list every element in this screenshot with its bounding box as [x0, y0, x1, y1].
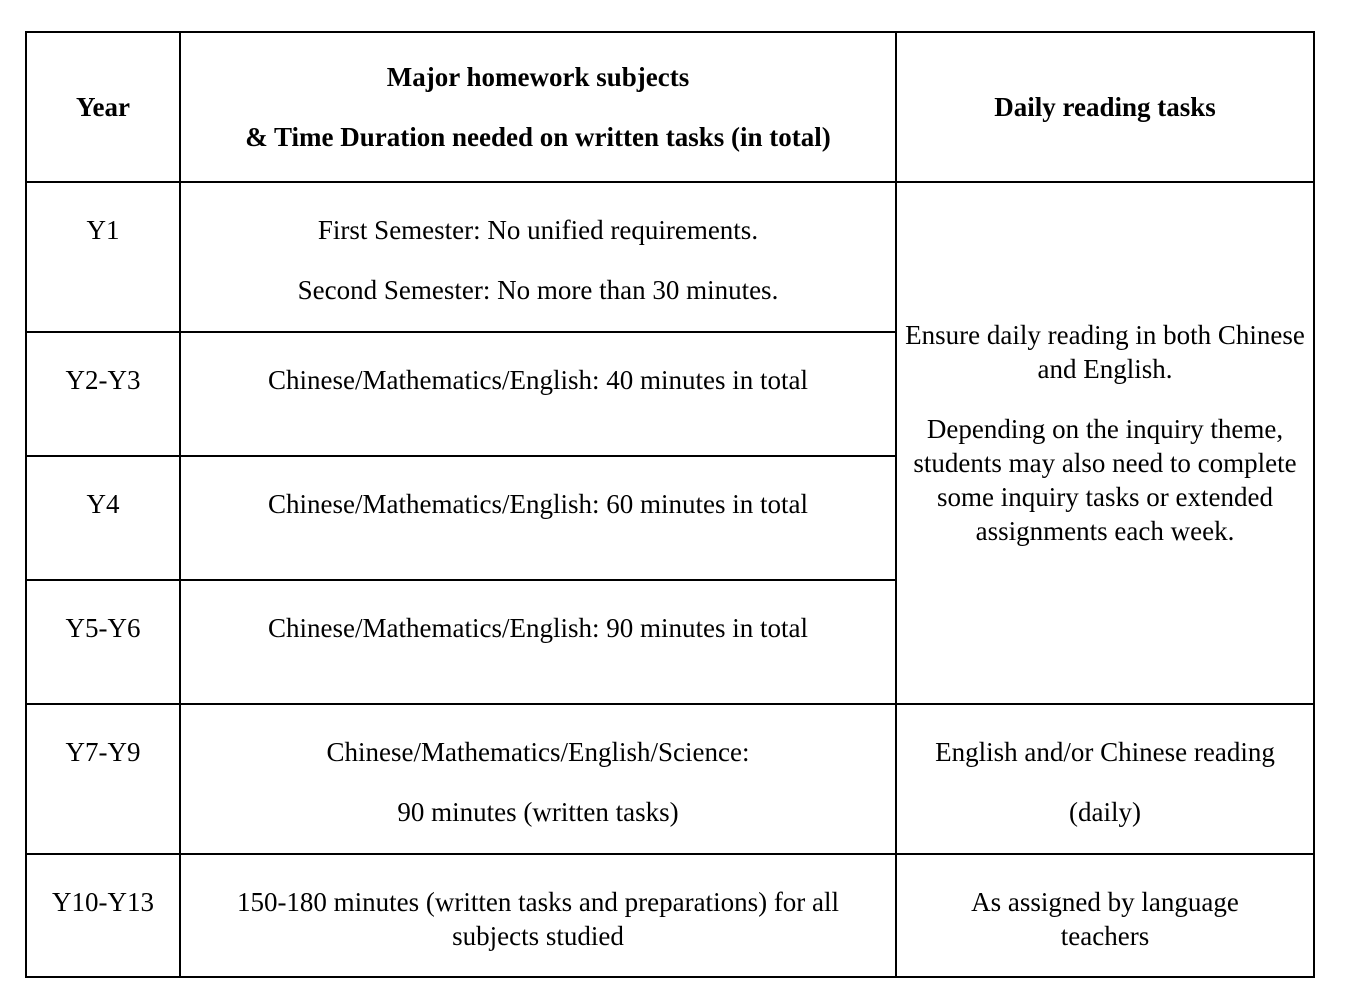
subjects-cell: Chinese/Mathematics/English: 90 minutes in total [180, 580, 896, 704]
year-cell: Y2-Y3 [26, 332, 180, 456]
subjects-cell: Chinese/Mathematics/English: 40 minutes in total [180, 332, 896, 456]
header-year: Year [26, 32, 180, 182]
reading-line: English and/or Chinese reading [935, 737, 1275, 767]
primary-reading-cell [896, 182, 1314, 704]
header-subjects [180, 32, 896, 182]
table-row-y1 [26, 182, 1314, 332]
header-subjects-line1: Major homework subjects [386, 62, 690, 92]
reading-cell: As assigned by language teachers [896, 854, 1314, 977]
year-cell: Y10-Y13 [26, 854, 180, 977]
table-row-y10-y13 [26, 854, 1314, 977]
subjects-cell [180, 182, 896, 332]
subjects-line: Second Semester: No more than 30 minutes. [297, 275, 779, 305]
subjects-cell: 150-180 minutes (written tasks and preparations) for all subjects studied [180, 854, 896, 977]
header-reading: Daily reading tasks [896, 32, 1314, 182]
subjects-line: Chinese/Mathematics/English/Science: [326, 737, 750, 767]
primary-reading-paragraph-2: Depending on the inquiry theme, students may also need to complete some inquiry tasks or extended assignments each week. [913, 414, 1297, 546]
reading-cell [896, 704, 1314, 854]
header-subjects-line2: & Time Duration needed on written tasks (in total) [245, 122, 831, 152]
homework-table [25, 31, 1315, 978]
primary-reading-paragraph-1: Ensure daily reading in both Chinese and English. [905, 320, 1305, 384]
subjects-line: 90 minutes (written tasks) [397, 797, 679, 827]
subjects-line: First Semester: No unified requirements. [317, 215, 759, 245]
year-cell: Y5-Y6 [26, 580, 180, 704]
subjects-cell [180, 704, 896, 854]
subjects-cell: Chinese/Mathematics/English: 60 minutes in total [180, 456, 896, 580]
year-cell: Y4 [26, 456, 180, 580]
reading-line: (daily) [1069, 797, 1141, 827]
table-header-row [26, 32, 1314, 182]
year-cell: Y7-Y9 [26, 704, 180, 854]
year-cell: Y1 [26, 182, 180, 332]
table-row-y7-y9 [26, 704, 1314, 854]
